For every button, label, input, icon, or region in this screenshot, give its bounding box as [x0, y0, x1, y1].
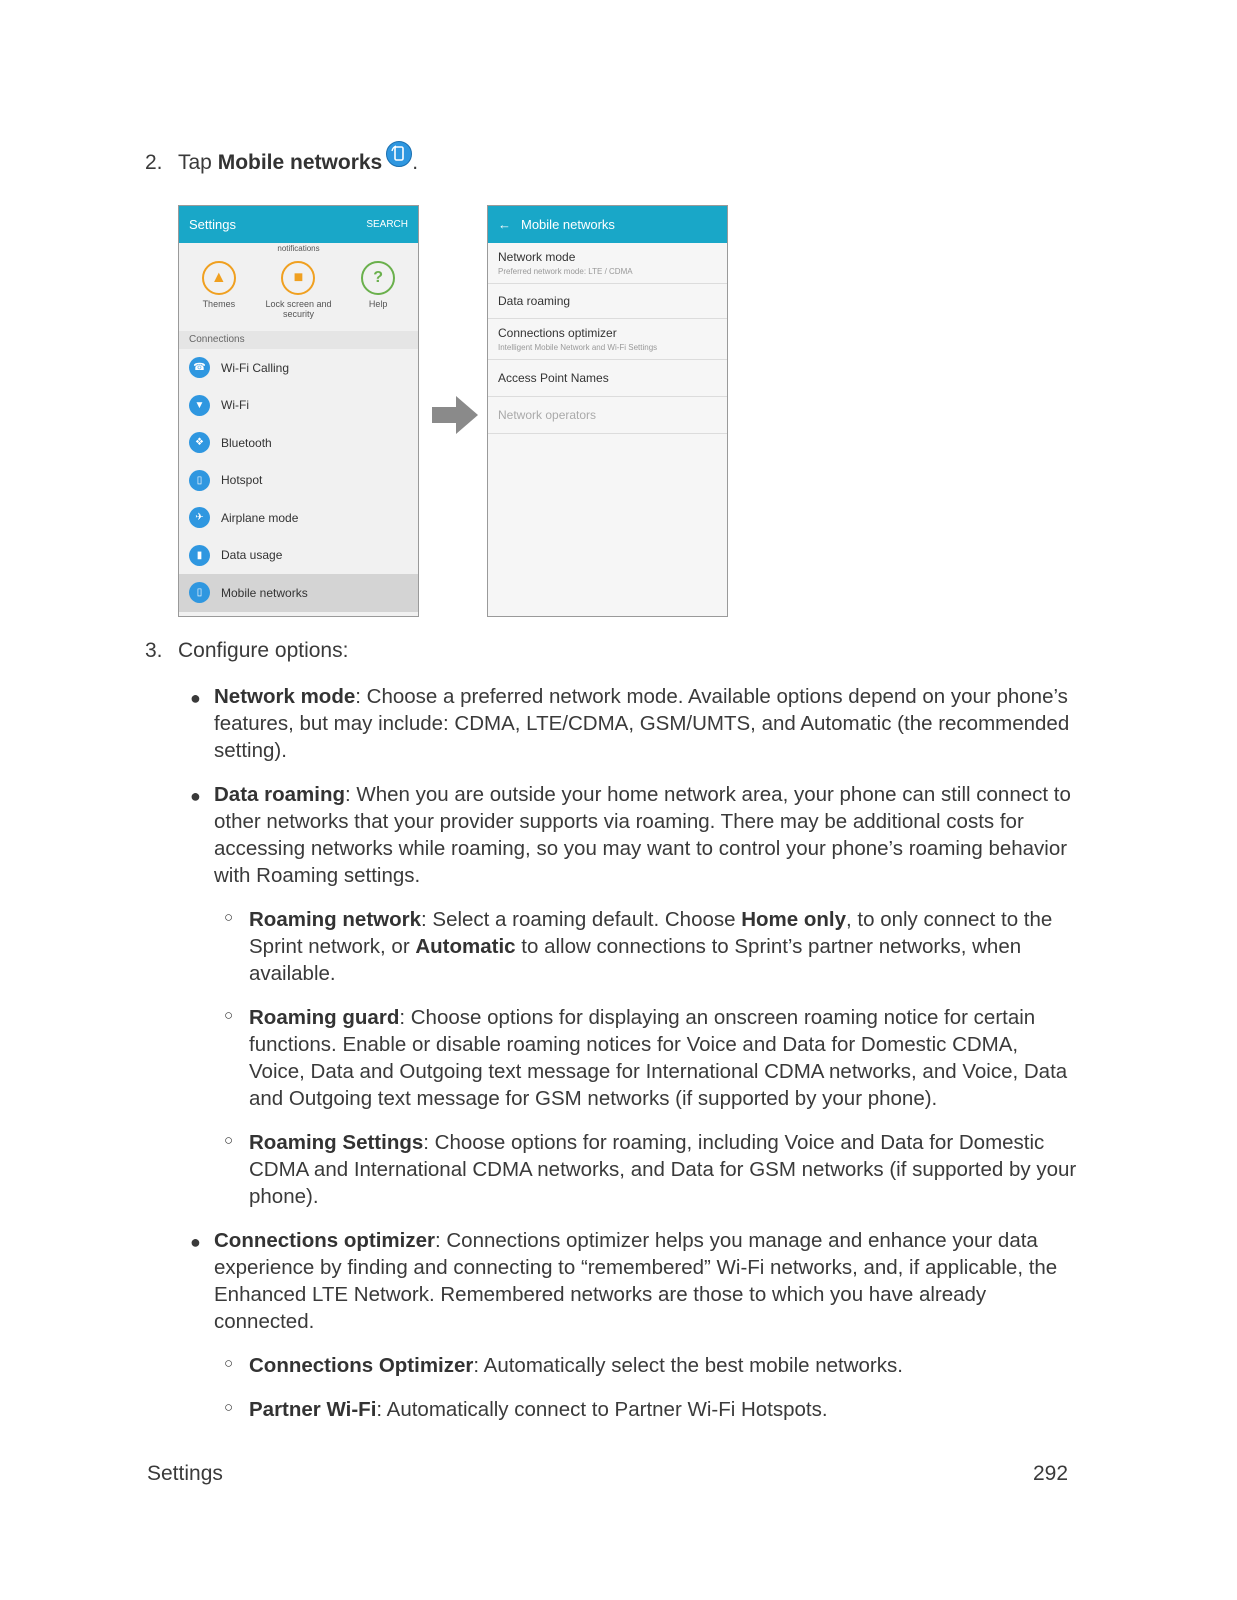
mobile-networks-label: Mobile networks [217, 151, 383, 174]
data-roaming-paragraph: Data roaming: When you are outside your home network area, your phone can still connect to other networks that your provider supports via roaming. There may be additional costs for accessing networks while roaming, so you may want to control your phone’s roaming behavior with Roaming settings. [214, 783, 1071, 887]
sub-bullet-circle: ○ [224, 1355, 234, 1372]
bullet-dot: ● [190, 688, 201, 708]
airplane-icon: ✈ [189, 507, 210, 528]
term: Network mode [214, 685, 356, 708]
back-arrow-icon: ← [498, 217, 511, 232]
tile-help [343, 255, 413, 331]
arrow-right-icon [430, 394, 480, 436]
step-text: Configure options: [178, 639, 349, 662]
connections-optimizer-item: Connections optimizer Intelligent Mobile Network and Wi-Fi Settings [488, 319, 727, 360]
brush-icon: ▲ [202, 261, 236, 295]
settings-item-wifi-calling: ☎ Wi-Fi Calling [179, 349, 418, 387]
term: Roaming guard [249, 1006, 400, 1029]
term: Connections optimizer [214, 1229, 435, 1252]
roaming-settings-paragraph: Roaming Settings: Choose options for roaming, including Voice and Data for Domestic CDMA and International CDMA networks, and Data for GSM networks (if supported by your phone). [249, 1131, 1077, 1208]
settings-item-mobile-networks: ▯ Mobile networks [179, 574, 418, 612]
tile-themes [184, 255, 254, 331]
tile-label: Help [368, 299, 388, 309]
sub-bullet-circle: ○ [224, 1007, 234, 1024]
roaming-network-paragraph: Roaming network: Select a roaming default. Choose Home only, to only connect to the Sprint network, or Automatic to allow connections to Sprint’s partner networks, when available. [249, 908, 1053, 985]
network-mode-item: Network mode Preferred network mode: LTE / CDMA [488, 243, 727, 284]
settings-tiles [179, 255, 418, 331]
settings-item-hotspot: ▯ Hotspot [179, 462, 418, 500]
term: Roaming Settings [249, 1131, 424, 1154]
mobile-networks-title-bar [488, 206, 727, 243]
footer-section-name: Settings [147, 1462, 223, 1485]
mobile-networks-icon: ▯ [189, 582, 210, 603]
step-number: 2. [145, 151, 163, 174]
bullet-dot: ● [190, 1232, 201, 1252]
step-number: 3. [145, 639, 163, 662]
mobile-networks-screenshot [487, 205, 728, 617]
sub-bullet-circle: ○ [224, 909, 234, 926]
settings-item-airplane-mode: ✈ Airplane mode [179, 499, 418, 537]
network-mode-paragraph: Network mode: Choose a preferred network mode. Available options depend on your phone’s features, but may include: CDMA, LTE/CDMA, GSM/UMTS, and Automatic (the recommended setting). [214, 685, 1070, 762]
connections-section-header: Connections [179, 331, 418, 349]
bullet-dot: ● [190, 786, 201, 806]
tile-label: Lock screen and security [265, 299, 332, 319]
notifications-label: notifications [277, 244, 320, 253]
hotspot-icon: ▯ [189, 470, 210, 491]
tile-label: Themes [202, 299, 236, 309]
roaming-guard-paragraph: Roaming guard: Choose options for displaying an onscreen roaming notice for certain functions. Enable or disable roaming notices for Voice and Data for Domestic CDMA, Voice, Data and Outgoing text message for International CDMA networks, and Voice, Data and Outgoing text message for GSM networks (if supported by your phone). [249, 1006, 1068, 1110]
mobile-networks-title: Mobile networks [521, 217, 615, 232]
term: Roaming network [249, 908, 421, 931]
step-3 [145, 639, 545, 669]
lock-icon: ■ [281, 261, 315, 295]
data-roaming-item: Data roaming [488, 284, 727, 319]
settings-screenshot [178, 205, 419, 617]
settings-item-data-usage: ▮ Data usage [179, 537, 418, 575]
mobile-networks-icon [386, 141, 412, 167]
step-2 [145, 151, 545, 181]
wifi-calling-icon: ☎ [189, 357, 210, 378]
data-usage-icon: ▮ [189, 545, 210, 566]
sub-bullet-circle: ○ [224, 1399, 234, 1416]
help-icon: ? [361, 261, 395, 295]
term: Connections Optimizer [249, 1354, 474, 1377]
settings-item-bluetooth: ❖ Bluetooth [179, 424, 418, 462]
partner-wifi-paragraph: Partner Wi-Fi: Automatically connect to Partner Wi-Fi Hotspots. [249, 1398, 828, 1421]
bluetooth-icon: ❖ [189, 432, 210, 453]
settings-title: Settings [189, 217, 236, 232]
tile-lock-screen [263, 255, 333, 331]
sub-bullet-circle: ○ [224, 1132, 234, 1149]
settings-item-wifi: ▼ Wi-Fi [179, 387, 418, 425]
settings-title-bar [179, 206, 418, 243]
page-number: 292 [1033, 1462, 1069, 1485]
network-operators-item: Network operators [488, 397, 727, 434]
connections-optimizer-sub-paragraph: Connections Optimizer: Automatically select the best mobile networks. [249, 1354, 903, 1377]
step-text: Tap Mobile networks . [178, 151, 418, 177]
wifi-icon: ▼ [189, 395, 210, 416]
term: Partner Wi-Fi [249, 1398, 377, 1421]
search-button: SEARCH [366, 219, 408, 230]
connections-optimizer-paragraph: Connections optimizer: Connections optimizer helps you manage and enhance your data experience by finding and connecting to “remembered” Wi-Fi networks, and, if applicable, the Enhanced LTE Network. Remembered networks are those to which you have already connected. [214, 1229, 1058, 1333]
access-point-names-item: Access Point Names [488, 360, 727, 397]
term: Data roaming [214, 783, 345, 806]
